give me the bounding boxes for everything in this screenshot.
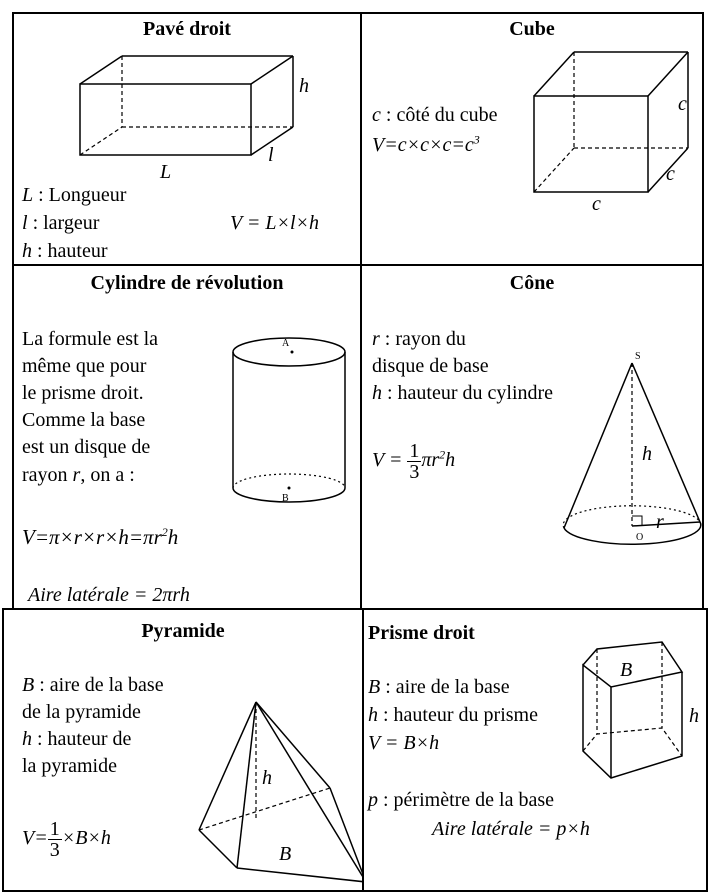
- prisme-B-label: B: [620, 659, 633, 681]
- cube-legend: c : côté du cube: [372, 104, 498, 126]
- pave-legend-L: L : Longueur: [22, 184, 127, 206]
- pave-legend-l: l : largeur: [22, 212, 100, 234]
- pyramide-cell: [2, 608, 364, 892]
- cone-formula: V = $\frac{1}{3}$ $\pi r^2h$: [372, 439, 456, 483]
- cone-h-label: h: [642, 443, 652, 465]
- prisme-legend-B: B : aire de la base: [368, 676, 510, 698]
- cylindre-text-1: La formule est la: [22, 328, 159, 350]
- cylindre-text-4: Comme la base: [22, 409, 146, 431]
- cylindre-text-3: le prisme droit.: [22, 382, 144, 404]
- prisme-h-label: h: [689, 705, 699, 727]
- pave-droit-title: Pavé droit: [143, 18, 231, 40]
- cone-r-label: r: [656, 511, 664, 533]
- pave-formula: V = L×l×h: [230, 212, 320, 234]
- prisme-cell: [362, 608, 708, 892]
- cylindre-point-b: B: [282, 493, 289, 504]
- cone-cell: [360, 264, 704, 610]
- cone-title: Cône: [509, 272, 555, 294]
- cylindre-cell: [12, 264, 362, 610]
- cone-legend-r-2: disque de base: [372, 355, 489, 377]
- cube-figure: [362, 14, 704, 254]
- cylindre-figure: [14, 266, 362, 526]
- prisme-formula: V = B×h: [368, 732, 440, 754]
- cube-c-bottom: c: [592, 193, 601, 215]
- cylindre-formula: $V=\pi\times r\times r\times h=\pi r^2h$: [22, 525, 179, 549]
- cube-c-edge: c: [678, 93, 687, 115]
- prisme-aire-laterale: Aire latérale = p×h: [432, 818, 590, 840]
- cube-title: Cube: [509, 18, 555, 40]
- pave-L-label: L: [160, 161, 172, 183]
- pyramide-fraction: $\frac{1}{3}$: [49, 817, 60, 861]
- pyramide-B-label: B: [279, 843, 292, 865]
- cone-legend-r: r : rayon du: [372, 328, 466, 350]
- cylindre-aire-laterale: Aire latérale = 2πrh: [28, 584, 190, 606]
- pave-droit-cell: [12, 12, 362, 266]
- pyramide-title: Pyramide: [141, 620, 225, 642]
- cube-formula: $V=c\times c\times c=c^3$: [372, 132, 480, 156]
- pyramide-legend-B: B : aire de la base: [22, 674, 164, 696]
- prisme-legend-h: h : hauteur du prisme: [368, 704, 538, 726]
- cylindre-point-a: A: [282, 338, 290, 349]
- prisme-title: Prisme droit: [368, 622, 475, 644]
- prisme-legend-p: p : périmètre de la base: [368, 789, 555, 811]
- pave-legend-h: h : hauteur: [22, 240, 108, 262]
- cone-apex-label: S: [635, 351, 641, 362]
- pyramide-legend-h: h : hauteur de: [22, 728, 132, 750]
- pyramide-h-label: h: [262, 767, 272, 789]
- pave-l-label: l: [268, 144, 274, 166]
- pave-droit-figure: [14, 14, 362, 184]
- cone-fraction: $\frac{1}{3}$: [409, 439, 420, 483]
- pyramide-formula: V= $\frac{1}{3}$ ×B×h: [22, 817, 111, 861]
- prisme-figure: [364, 610, 708, 810]
- cone-center-label: O: [636, 532, 644, 543]
- cone-figure: [362, 266, 704, 566]
- pave-h-label: h: [299, 75, 309, 97]
- cylindre-text-6: rayon r, on a :: [22, 464, 135, 486]
- pyramide-figure: [4, 610, 364, 892]
- cylindre-text-2: même que pour: [22, 355, 147, 377]
- cube-cell: [360, 12, 704, 266]
- cylindre-title: Cylindre de révolution: [90, 272, 284, 294]
- cone-legend-h: h : hauteur du cylindre: [372, 382, 554, 404]
- cube-c-right: c: [666, 163, 675, 185]
- pyramide-legend-B-2: de la pyramide: [22, 701, 141, 723]
- pyramide-legend-h-2: la pyramide: [22, 755, 117, 777]
- cylindre-text-5: est un disque de: [22, 436, 151, 458]
